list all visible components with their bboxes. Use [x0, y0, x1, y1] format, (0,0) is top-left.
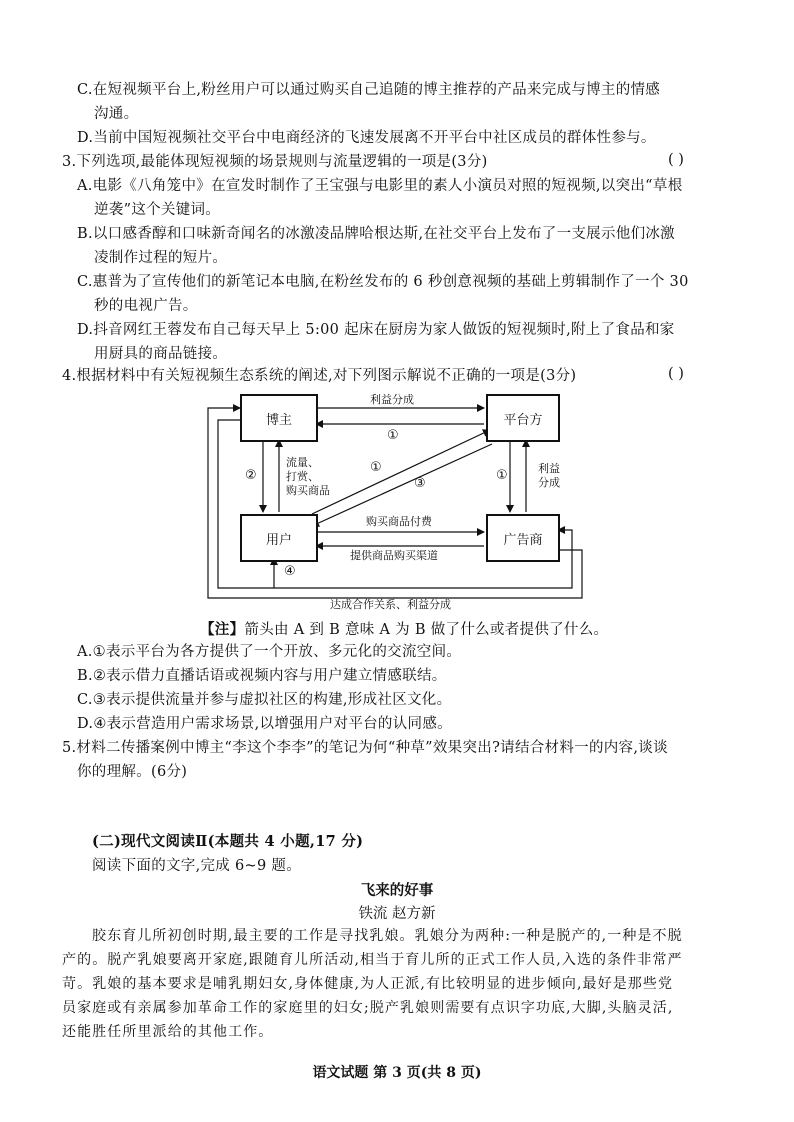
- q4-stem: 4.根据材料中有关短视频生态系统的阐述,对下列图示解说不正确的一项是(3分): [62, 368, 577, 384]
- q3-option-c-line2: 秒的电视广告。: [94, 298, 198, 314]
- q3-option-a-line1: A.电影《八角笼中》在宣发时制作了王宝强与电影里的素人小演员对照的短视频,以突出“草根: [77, 178, 683, 194]
- label-profit-share-top: 利益分成: [370, 393, 414, 406]
- label-traffic-2: 打赏、: [286, 470, 319, 483]
- article-paragraph-line5: 还能胜任所里派给的其他工作。: [62, 1024, 274, 1040]
- ecosystem-diagram: [200, 390, 600, 612]
- label-traffic-1: 流量、: [286, 456, 319, 469]
- label-buy-pay: 购买商品付费: [366, 515, 432, 528]
- article-paragraph-line2: 产的。脱产乳娘要离开家庭,跟随育儿所活动,相当于育儿所的正式工作人员,入选的条件非常严: [62, 952, 683, 968]
- q5-stem-line1: 5.材料二传播案例中博主“李这个李李”的笔记为何“种草”效果突出?请结合材料一的内容,谈谈: [62, 740, 668, 756]
- label-circle-4: ④: [284, 564, 296, 579]
- article-paragraph-line4: 员家庭或有亲属参加革命工作的家庭里的妇女;脱产乳娘则需要有点识字功底,大脚,头脑灵活,: [62, 1000, 674, 1016]
- q4-option-d: D.④表示营造用户需求场景,以增强用户对平台的认同感。: [77, 716, 452, 732]
- box-blogger: 博主: [240, 394, 318, 442]
- box-user: 用户: [240, 514, 318, 562]
- label-circle-3: ③: [414, 476, 426, 491]
- label-provide-channel: 提供商品购买渠道: [350, 549, 438, 562]
- q4-answer-paren: ( ): [668, 366, 684, 382]
- label-circle-1-top: ①: [387, 428, 399, 443]
- q2-option-c-line2: 沟通。: [94, 106, 139, 122]
- box-advertiser: 广告商: [486, 514, 560, 562]
- q2-option-d: D.当前中国短视频社交平台中电商经济的飞速发展离不开平台中社区成员的群体性参与。: [77, 130, 656, 146]
- q3-option-b-line2: 凌制作过程的短片。: [94, 250, 228, 266]
- arrow-platform-to-user: [312, 444, 492, 526]
- q3-answer-paren: ( ): [668, 152, 684, 168]
- note-text: 箭头由 A 到 B 意味 A 为 B 做了什么或者提供了什么。: [244, 622, 609, 638]
- label-profit-share-right-2: 分成: [538, 476, 560, 489]
- q4-option-c: C.③表示提供流量并参与虚拟社区的构建,形成社区文化。: [77, 692, 452, 708]
- box-platform: 平台方: [486, 394, 560, 442]
- diagram-note: [200, 620, 608, 640]
- page-footer: 语文试题 第 3 页(共 8 页): [312, 1065, 482, 1081]
- q3-option-d-line2: 用厨具的商品链接。: [94, 346, 228, 362]
- label-circle-1-right: ①: [496, 468, 508, 483]
- q3-option-c-line1: C.惠普为了宣传他们的新笔记本电脑,在粉丝发布的 6 秒创意视频的基础上剪辑制作了一个 30: [77, 274, 689, 290]
- q3-option-b-line1: B.以口感香醇和口味新奇闻名的冰激凌品牌哈根达斯,在社交平台上发布了一支展示他们冰激: [77, 226, 675, 242]
- q4-option-b: B.②表示借力直播话语或视频内容与用户建立情感联结。: [77, 668, 447, 684]
- label-circle-2: ②: [245, 468, 257, 483]
- q5-stem-line2: 你的理解。(6分): [77, 764, 188, 780]
- q2-option-c-line1: C.在短视频平台上,粉丝用户可以通过购买自己追随的博主推荐的产品来完成与博主的情感: [77, 82, 661, 98]
- label-profit-share-right-1: 利益: [538, 462, 560, 475]
- arrow-user-to-platform: [312, 430, 490, 514]
- label-circle-1-diagonal: ①: [370, 460, 382, 475]
- q3-option-d-line1: D.抖音网红王蓉发布自己每天早上 5:00 起床在厨房为家人做饭的短视频时,附上了食品和家: [77, 322, 675, 338]
- article-paragraph-line1: 胶东育儿所初创时期,最主要的工作是寻找乳娘。乳娘分为两种:一种是脱产的,一种是不脱: [92, 928, 683, 944]
- q3-stem: 3.下列选项,最能体现短视频的场景规则与流量逻辑的一项是(3分): [62, 154, 488, 170]
- label-cooperation: 达成合作关系、利益分成: [330, 598, 451, 611]
- article-paragraph-line3: 苛。乳娘的基本要求是哺乳期妇女,身体健康,为人正派,有比较明显的进步倾向,最好是那些党: [62, 976, 674, 992]
- article-title: 飞来的好事: [360, 882, 434, 899]
- note-prefix: 【注】: [200, 621, 245, 638]
- section-instruction: 阅读下面的文字,完成 6~9 题。: [92, 858, 302, 874]
- q4-option-a: A.①表示平台为各方提供了一个开放、多元化的交流空间。: [77, 644, 462, 660]
- label-traffic-3: 购买商品: [286, 484, 330, 497]
- q3-option-a-line2: 逆袭”这个关键词。: [94, 202, 221, 218]
- section-header: (二)现代文阅读Ⅱ(本题共 4 小题,17 分): [92, 833, 364, 850]
- article-authors: 铁流 赵方新: [358, 906, 436, 922]
